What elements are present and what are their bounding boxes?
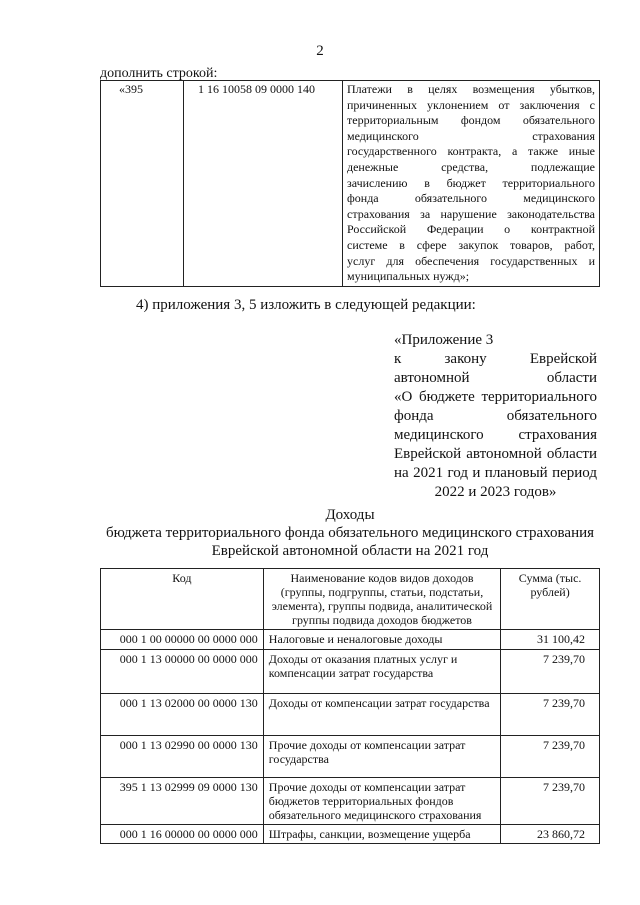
table-row: [101, 778, 600, 825]
cell-name: Прочие доходы от компенсации затрат государства: [263, 736, 500, 778]
added-row-table: [100, 80, 600, 287]
added-row-code: 1 16 10058 09 0000 140: [184, 81, 343, 287]
cell-code: 000 1 16 00000 00 0000 000: [101, 825, 264, 844]
description-line: Российской Федерации о контрактной: [347, 222, 595, 237]
appendix-title: «Приложение 3: [394, 332, 494, 348]
item-4-text: 4) приложения 3, 5 изложить в следующей редакции:: [136, 297, 476, 313]
appendix-line: «О бюджете территориального: [394, 389, 597, 405]
description-line: причиненных уклонением от заключения с: [347, 97, 595, 112]
header-name: Наименование кодов видов доходов (группы, подгруппы, статьи, подстатьи, элемента), группы подвида, аналитической группы подвида доходов бюджетов: [263, 569, 500, 630]
cell-code: 000 1 13 02990 00 0000 130: [101, 736, 264, 778]
cell-name: Прочие доходы от компенсации затрат бюджетов территориальных фондов обязательного медицинского страхования: [263, 778, 500, 825]
cell-name: Налоговые и неналоговые доходы: [263, 630, 500, 650]
description-line: системе в сфере закупок товаров, работ,: [347, 237, 595, 252]
description-line: зачислению в бюджет территориального: [347, 175, 595, 190]
cell-name: Доходы от компенсации затрат государства: [263, 694, 500, 736]
header-sum: Сумма (тыс. рублей): [501, 569, 600, 630]
description-line: услуг для обеспечения государственных и: [347, 253, 595, 268]
cell-sum: 31 100,42: [501, 630, 600, 650]
description-line: муниципальных нужд»;: [347, 269, 470, 284]
title-line-1: Доходы: [325, 507, 375, 523]
appendix-line: на 2021 год и плановый период: [394, 465, 597, 481]
cell-sum: 7 239,70: [501, 736, 600, 778]
title-line-3: Еврейской автономной области на 2021 год: [211, 543, 489, 559]
appendix-line: медицинского страхования: [394, 427, 597, 443]
appendix-line: Еврейской автономной области: [394, 446, 597, 462]
cell-name: Штрафы, санкции, возмещение ущерба: [263, 825, 500, 844]
table-row: [101, 694, 600, 736]
page-number: 2: [316, 43, 324, 59]
cell-sum: 7 239,70: [501, 694, 600, 736]
cell-code: 000 1 00 00000 00 0000 000: [101, 630, 264, 650]
title-line-2: бюджета территориального фонда обязательного медицинского страхования: [105, 525, 595, 541]
cell-sum: 23 860,72: [501, 825, 600, 844]
description-line: страхования за нарушение законодательства: [347, 206, 595, 221]
description-line: фонда обязательного медицинского: [347, 191, 595, 206]
table-row: [101, 81, 600, 287]
cell-code: 000 1 13 02000 00 0000 130: [101, 694, 264, 736]
description-line: территориальным фондом обязательного: [347, 113, 595, 128]
table-row: [101, 630, 600, 650]
cell-sum: 7 239,70: [501, 778, 600, 825]
lead-text: дополнить строкой:: [100, 66, 218, 81]
appendix-header: [394, 331, 597, 502]
added-row-code-prefix: «395: [101, 81, 184, 287]
table-row: [101, 825, 600, 844]
description-line: государственного контракта, а также иные: [347, 144, 595, 159]
appendix-line: автономной области: [394, 370, 597, 386]
document-title: [100, 506, 600, 560]
cell-sum: 7 239,70: [501, 650, 600, 694]
added-row-description: [343, 81, 600, 287]
description-line: денежные средства, подлежащие: [347, 159, 595, 174]
description-line: медицинского страхования: [347, 128, 595, 143]
cell-code: 000 1 13 00000 00 0000 000: [101, 650, 264, 694]
cell-code: 395 1 13 02999 09 0000 130: [101, 778, 264, 825]
appendix-line-last: 2022 и 2023 годов»: [434, 484, 557, 500]
appendix-line: к закону Еврейской: [394, 351, 597, 367]
table-row: [101, 736, 600, 778]
description-line: Платежи в целях возмещения убытков,: [347, 82, 595, 96]
revenue-table: [100, 568, 600, 844]
header-code: Код: [101, 569, 264, 630]
table-row: [101, 650, 600, 694]
appendix-line: фонда обязательного: [394, 408, 597, 424]
cell-name: Доходы от оказания платных услуг и компенсации затрат государства: [263, 650, 500, 694]
table-header-row: [101, 569, 600, 630]
